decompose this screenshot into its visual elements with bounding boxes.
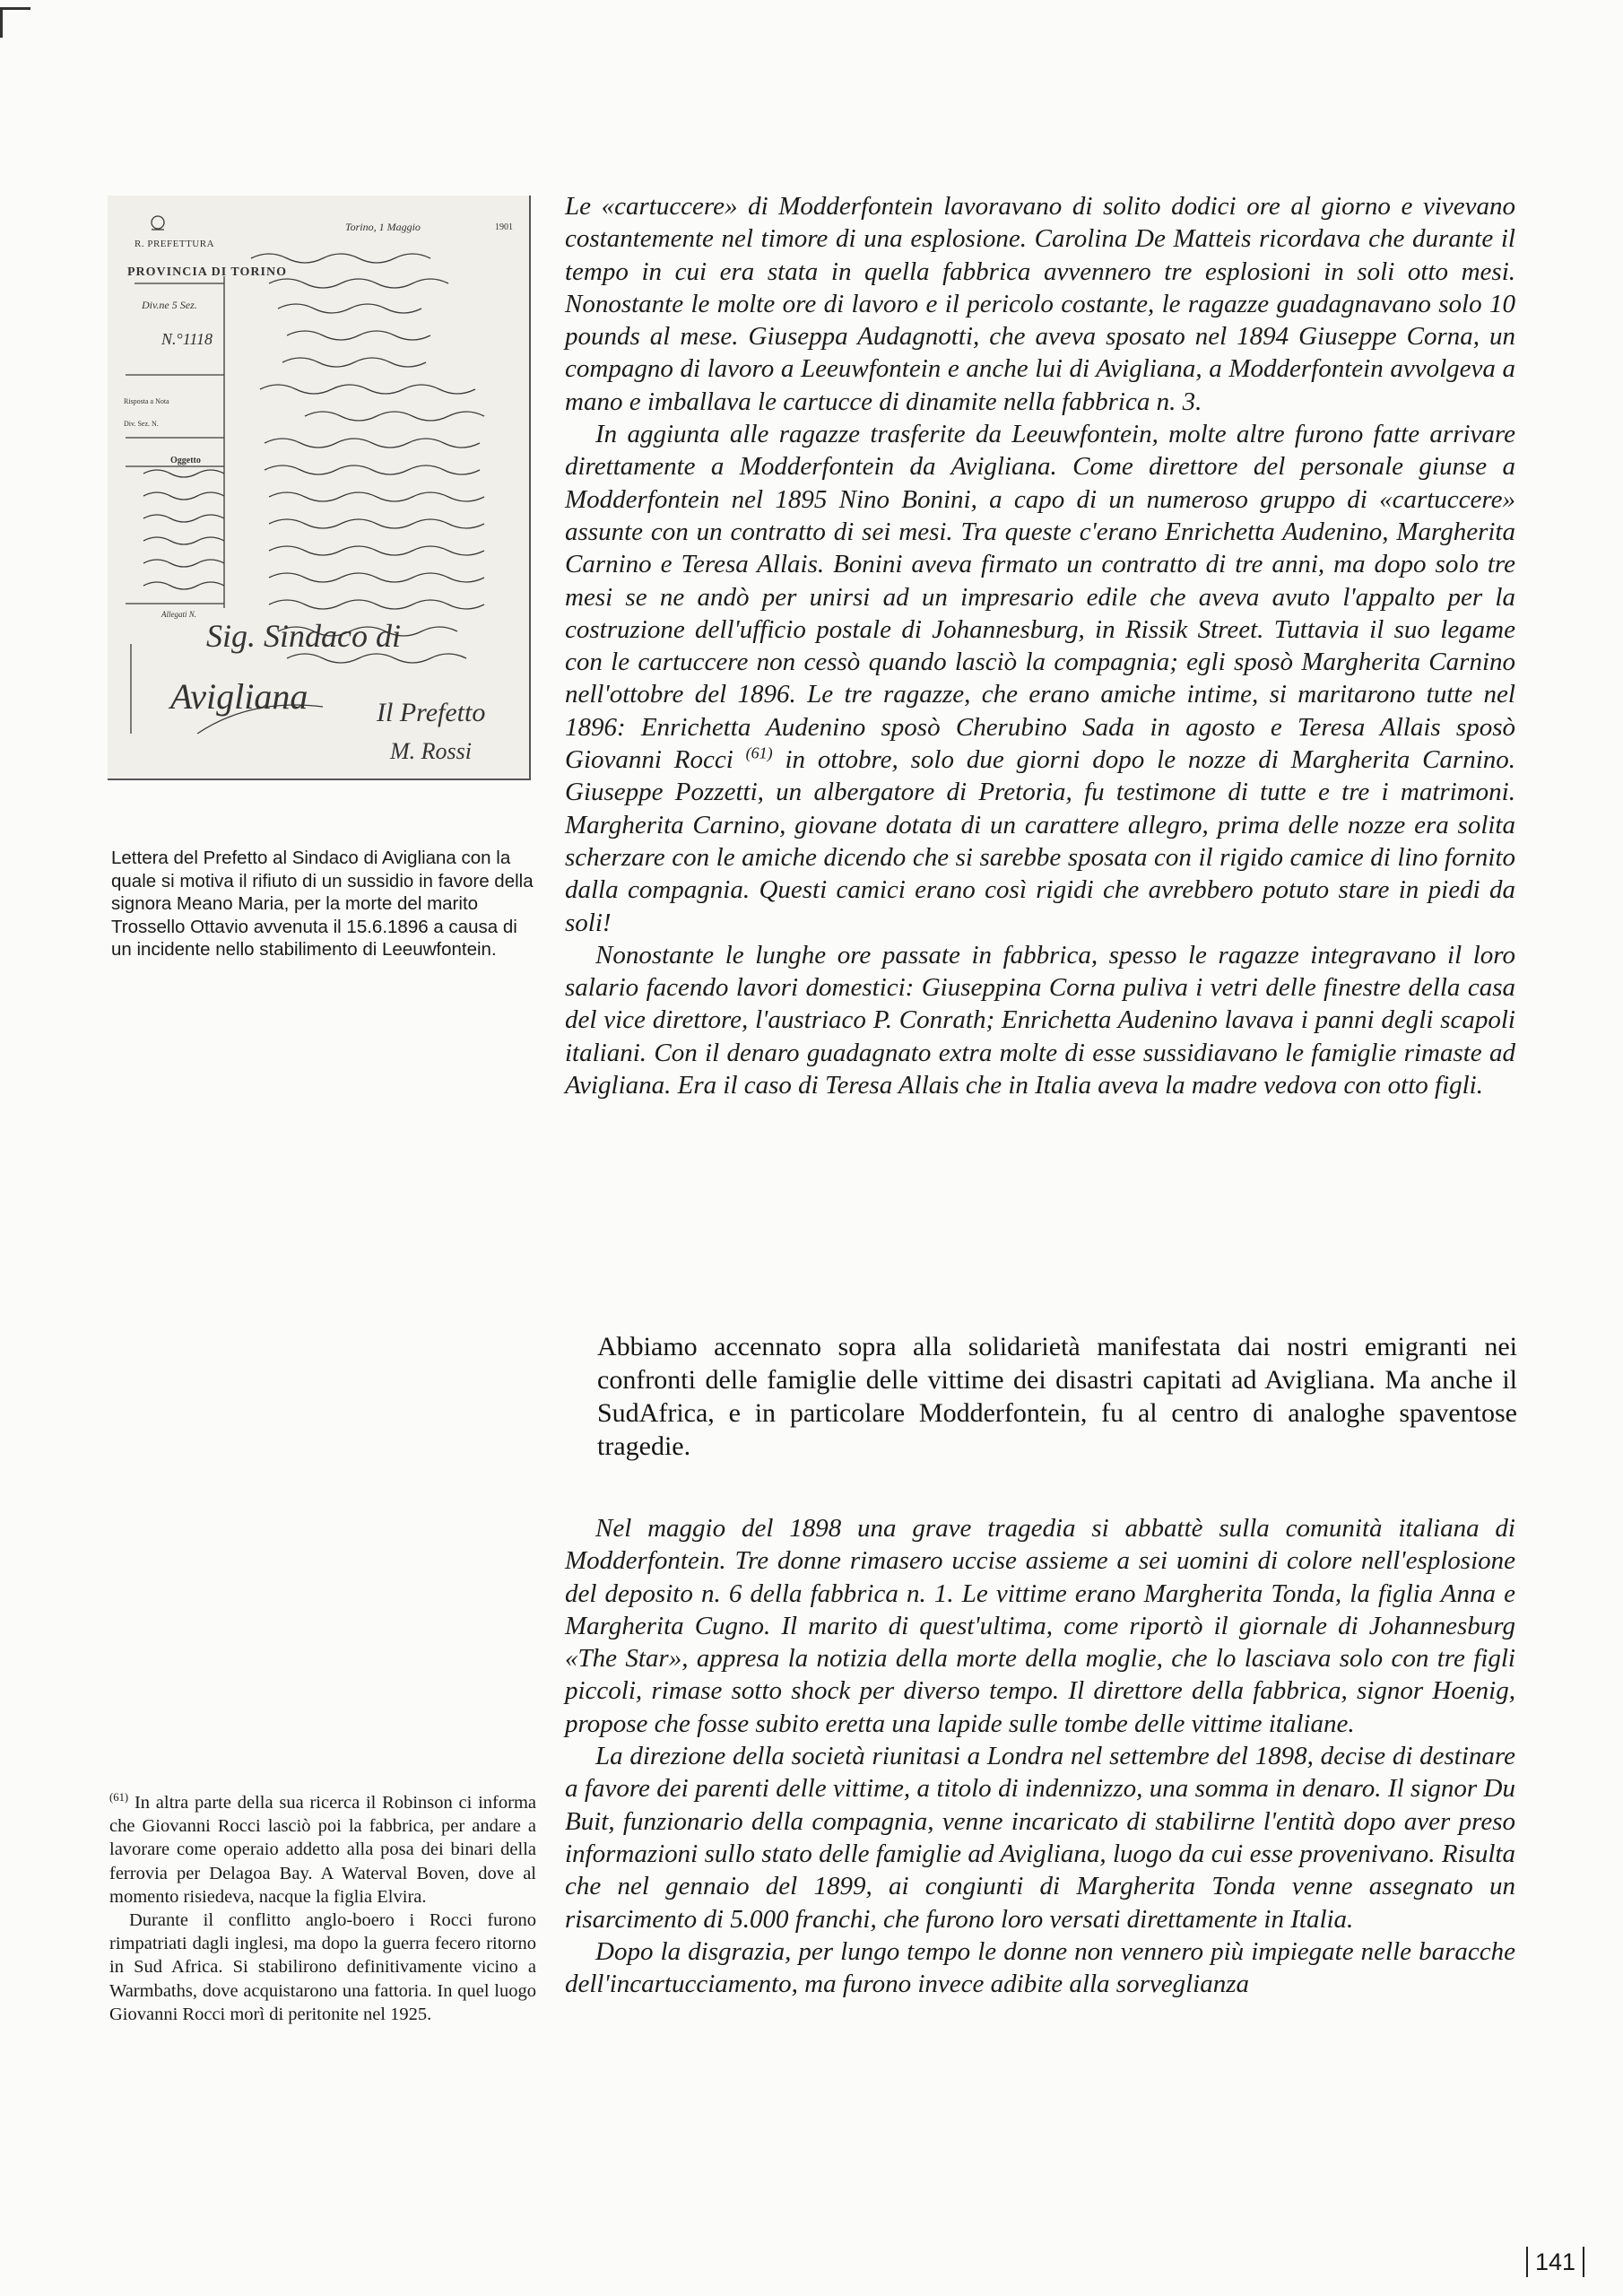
crop-mark — [0, 7, 3, 38]
letter-signature-name: M. Rossi — [390, 738, 472, 764]
body-text-top — [565, 190, 1515, 1101]
letter-protocol-number: N.°1118 — [161, 330, 213, 348]
page-number-bar — [1583, 2247, 1584, 2277]
paragraph: La direzione della società riunitasi a Londra nel settembre del 1898, decise di destinare a favore dei parenti delle vittime, a titolo di indennizzo, una somma in denaro. Il signor Du Buit, funzionario della compagnia, venne incaricato di stabilirne l'entità dopo aver preso informazioni sullo stato delle famiglie ad Avigliana, luogo da cui esse provenivano. Risulta che nel gennaio del 1899, ai congiunti di Margherita Tonda venne assegnato un risarcimento di 5.000 franchi, che furono loro versati direttamente in Italia. — [565, 1742, 1515, 1934]
body-text-middle — [597, 1330, 1517, 1463]
letter-sindaco: Sig. Sindaco di — [206, 618, 401, 654]
paragraph: Nel maggio del 1898 una grave tragedia si abbattè sulla comunità italiana di Modderfontein. Tre donne rimasero uccise assieme a sei uomini di colore nell'esplosione del deposito n. 6 della fabbrica n. 1. Le vittime erano Margherita Tonda, la figlia Anna e Margherita Cugno. Il marito di quest'ultima, come riportò il giornale di Johannesburg «The Star», appresa la notizia della morte della moglie, che lo lasciava solo con tre figli piccoli, rimase sotto shock per diverso tempo. Il direttore della fabbrica, signor Hoenig, propose che fosse subito eretta una lapide sulle tombe delle vittime italiane. — [565, 1514, 1515, 1738]
paragraph: Abbiamo accennato sopra alla solidarietà manifestata dai nostri emigranti nei confronti delle famiglie delle vittime dei disastri capitati ad Avigliana. Ma anche il SudAfrica, e in particolare Modderfontein, fu al centro di analoghe spaventose tragedie. — [597, 1332, 1517, 1461]
crop-mark — [0, 7, 30, 10]
letter-oggetto: Oggetto — [170, 456, 201, 465]
letter-comune: Avigliana — [170, 676, 308, 717]
paragraph: Le «cartuccere» di Modderfontein lavoravano di solito dodici ore al giorno e vivevano costantemente nel timore di una esplosione. Carolina De Matteis ricordava che durante il tempo in cui era stata in quella fabbrica avvennero tre esplosioni in soli otto mesi. Nonostante le molte ore di lavoro e il pericolo costante, le ragazze guadagnavano solo 10 pounds al mese. Giuseppa Audagnotti, che aveva sposato nel 1894 Giuseppe Corna, un compagno di lavoro a Leeuwfontein e anche lui di Avigliana, a Modderfontein avvolgeva a mano e imballava le cartucce di dinamite nella fabbrica n. 3. — [565, 192, 1515, 416]
letter-signature-title: Il Prefetto — [377, 698, 486, 727]
body-text-bottom — [565, 1512, 1515, 2000]
footnote-text: In altra parte della sua ricerca il Robinson ci informa che Giovanni Rocci lasciò poi la fabbrica, per andare a lavorare come operaio addetto alla posa dei binari della ferrovia per Delagoa Bay. A Waterval Boven, dove al momento risiedeva, nacque la figlia Elvira. — [109, 1793, 536, 1907]
footnote-paragraph — [109, 1791, 536, 1909]
footnote-marker: (61) — [109, 1791, 129, 1805]
paragraph — [565, 418, 1515, 939]
page-number-bar — [1526, 2247, 1528, 2277]
letterhead-provincia: PROVINCIA DI TORINO — [127, 265, 287, 279]
footnote-reference: (61) — [745, 744, 773, 762]
letter-allegati: Allegati N. — [161, 610, 196, 619]
letter-date: Torino, 1 Maggio — [345, 221, 421, 233]
page-number-value: 141 — [1535, 2248, 1576, 2275]
page-number — [1519, 2244, 1592, 2280]
paragraph-text: in ottobre, solo due giorni dopo le nozze di Margherita Carnino. Giuseppe Pozzetti, un albergatore di Pretoria, fu testimone di tutte e tre i matrimoni. Margherita Carnino, giovane dotata di un carattere allegro, prima delle nozze era solita scherzare con le amiche dicendo che si sarebbe sposata con il rigido camice di lino fornito dalla compagnia. Questi camici erano così rigidi che avrebbero potuto stare in piedi da soli! — [565, 745, 1516, 937]
letter-year: 1901 — [495, 222, 513, 232]
footnote — [109, 1791, 536, 2026]
letter-risposta: Risposta a Nota — [124, 397, 169, 405]
prefect-letter-image — [108, 196, 531, 780]
letter-div-sez: Div. Sez. N. — [124, 420, 159, 428]
paragraph: Nonostante le lunghe ore passate in fabbrica, spesso le ragazze integravano il loro salario facendo lavori domestici: Giuseppina Corna puliva i vetri delle finestre della casa del vice direttore, l'austriaco P. Conrath; Enrichetta Audenino lavava i panni degli scapoli italiani. Con il denaro guadagnato extra molte di esse sussidiavano le famiglie rimaste ad Avigliana. Era il caso di Teresa Allais che in Italia aveva la madre vedova con otto figli. — [565, 940, 1515, 1100]
footnote-paragraph: Durante il conflitto anglo-boero i Rocci furono rimpatriati dagli inglesi, ma dopo la guerra fecero ritorno in Sud Africa. Si stabilirono definitivamente vicino a Warmbaths, dove acquistarono una fattoria. In quel luogo Giovanni Rocci morì di peritonite nel 1925. — [109, 1910, 536, 2024]
letter-divisione: Div.ne 5 Sez. — [142, 299, 197, 311]
letterhead-prefettura: R. PREFETTURA — [135, 239, 215, 249]
paragraph-text: In aggiunta alle ragazze trasferite da Leeuwfontein, molte altre furono fatte arrivare direttamente a Modderfontein da Avigliana. Come direttore del personale giunse a Modderfontein nel 1895 Nino Bonini, a capo di un numeroso gruppo di «cartuccere» assunte con un contratto di sei mesi. Tra queste c'erano Enrichetta Audenino, Margherita Carnino e Teresa Allais. Bonini aveva firmato un contratto di tre anni, ma dopo solo tre mesi se ne andò per unirsi ad un impresario edile che aveva avuto l'appalto per la costruzione dell'ufficio postale di Johannesburg, in Rissik Street. Tuttavia il suo legame con le cartuccere non cessò quando lasciò la compagnia; egli sposò Margherita Carnino nell'ottobre del 1896. Le tre ragazze, che erano amiche intime, si maritarono tutte nel 1896: Enrichetta Audenino sposò Cherubino Sada in agosto e Teresa Allais sposò Giovanni Rocci — [565, 420, 1515, 775]
figure-caption: Lettera del Prefetto al Sindaco di Avigliana con la quale si motiva il rifiuto di un sussidio in favore della signora Meano Maria, per la morte del marito Trossello Ottavio avvenuta il 15.6.1896 a causa di un incidente nello stabilimento di Leeuwfontein. — [111, 848, 534, 960]
paragraph: Dopo la disgrazia, per lungo tempo le donne non vennero più impiegate nelle baracche dell'incartucciamento, ma furono invece adibite alla sorveglianza — [565, 1936, 1515, 1999]
